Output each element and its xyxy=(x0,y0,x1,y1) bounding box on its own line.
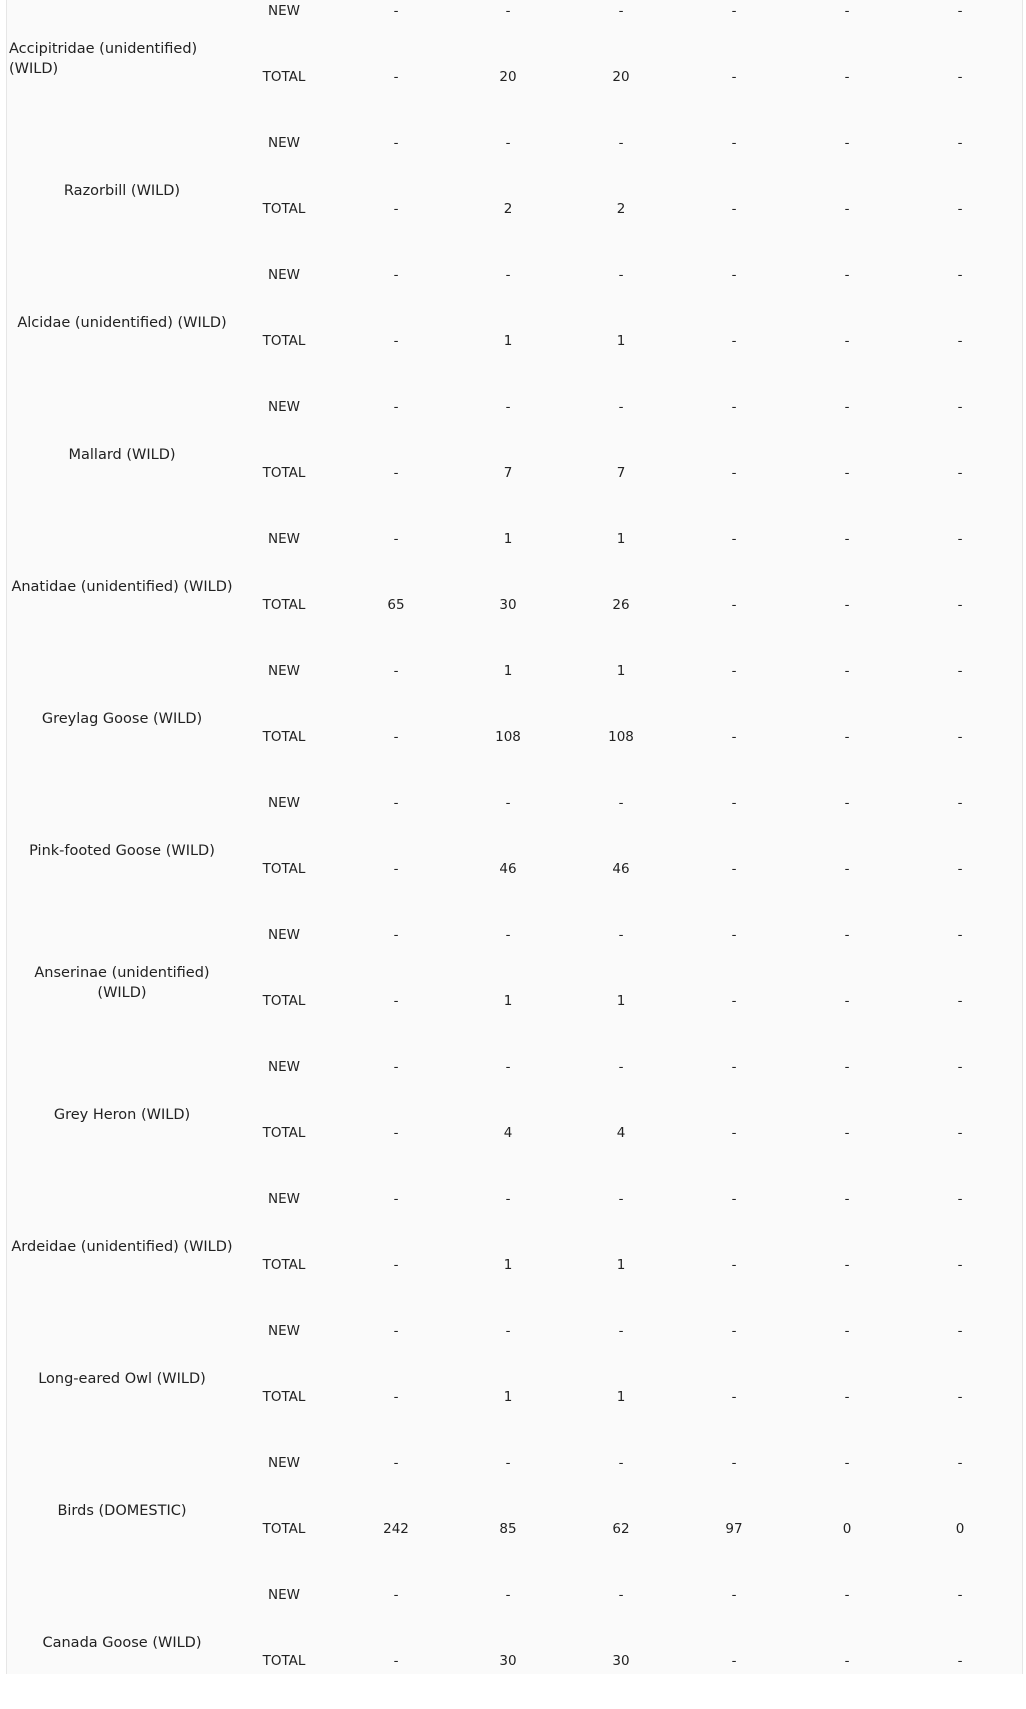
value-cell: - xyxy=(393,1191,399,1207)
table-row-total xyxy=(7,1121,1024,1145)
value-cell: - xyxy=(731,1389,737,1405)
row-type-label: TOTAL xyxy=(262,465,306,481)
value-cell: - xyxy=(505,1455,511,1471)
row-type-label: TOTAL xyxy=(262,69,306,85)
value-cell: - xyxy=(844,861,850,877)
value-cell: 30 xyxy=(612,1653,630,1669)
value-cell: 26 xyxy=(612,597,630,613)
row-type-label: NEW xyxy=(268,927,300,943)
row-type-label: NEW xyxy=(268,135,300,151)
value-cell: 4 xyxy=(616,1125,626,1141)
value-cell: - xyxy=(393,1653,399,1669)
value-cell: - xyxy=(505,795,511,811)
value-cell: - xyxy=(393,1455,399,1471)
species-group xyxy=(7,257,1024,389)
species-name-text: Birds (DOMESTIC) xyxy=(57,1503,187,1519)
table-row-total xyxy=(7,725,1024,749)
value-cell: - xyxy=(844,399,850,415)
table-row-total xyxy=(7,197,1024,221)
row-type-label: NEW xyxy=(268,795,300,811)
value-cell: 65 xyxy=(387,597,405,613)
value-cell: - xyxy=(731,993,737,1009)
value-cell: - xyxy=(844,465,850,481)
value-cell: - xyxy=(618,795,624,811)
value-cell: - xyxy=(505,1191,511,1207)
value-cell: - xyxy=(957,927,963,943)
value-cell: - xyxy=(618,3,624,19)
value-cell: 7 xyxy=(616,465,626,481)
value-cell: - xyxy=(731,135,737,151)
row-type-label: TOTAL xyxy=(262,1389,306,1405)
value-cell: - xyxy=(618,1323,624,1339)
value-cell: - xyxy=(393,861,399,877)
value-cell: - xyxy=(393,267,399,283)
value-cell: 20 xyxy=(499,69,517,85)
species-group xyxy=(7,389,1024,521)
value-cell: - xyxy=(618,267,624,283)
value-cell: - xyxy=(618,135,624,151)
species-name-text: Pink-footed Goose (WILD) xyxy=(29,843,215,859)
table-row-total xyxy=(7,989,1024,1013)
row-type-label: TOTAL xyxy=(262,729,306,745)
species-group xyxy=(7,917,1024,1049)
value-cell: 108 xyxy=(608,729,634,745)
value-cell: - xyxy=(957,267,963,283)
table-row-new xyxy=(7,527,1024,551)
value-cell: - xyxy=(957,399,963,415)
row-type-label: NEW xyxy=(268,399,300,415)
value-cell: 2 xyxy=(616,201,626,217)
species-group xyxy=(7,125,1024,257)
species-name-text: Accipitridae (unidentified) (WILD) xyxy=(9,41,198,77)
value-cell: - xyxy=(618,1059,624,1075)
value-cell: 1 xyxy=(503,993,513,1009)
species-group xyxy=(7,1181,1024,1313)
value-cell: 1 xyxy=(616,1389,626,1405)
value-cell: - xyxy=(731,1323,737,1339)
value-cell: - xyxy=(505,1587,511,1603)
table-row-new xyxy=(7,923,1024,947)
table-row-total xyxy=(7,461,1024,485)
value-cell: - xyxy=(844,531,850,547)
table-row-new xyxy=(7,131,1024,155)
table-row-total xyxy=(7,1253,1024,1277)
value-cell: - xyxy=(844,663,850,679)
value-cell: - xyxy=(393,663,399,679)
value-cell: - xyxy=(844,1257,850,1273)
value-cell: - xyxy=(957,597,963,613)
value-cell: 30 xyxy=(499,597,517,613)
value-cell: - xyxy=(731,1257,737,1273)
value-cell: - xyxy=(505,399,511,415)
value-cell: - xyxy=(393,3,399,19)
value-cell: - xyxy=(957,1653,963,1669)
value-cell: - xyxy=(731,927,737,943)
row-type-label: NEW xyxy=(268,267,300,283)
value-cell: - xyxy=(957,135,963,151)
row-type-label: TOTAL xyxy=(262,1521,306,1537)
value-cell: - xyxy=(957,663,963,679)
value-cell: - xyxy=(393,333,399,349)
value-cell: 0 xyxy=(842,1521,852,1537)
value-cell: - xyxy=(393,399,399,415)
value-cell: - xyxy=(844,597,850,613)
species-group xyxy=(7,521,1024,653)
value-cell: - xyxy=(957,1257,963,1273)
value-cell: 97 xyxy=(725,1521,743,1537)
value-cell: - xyxy=(731,1191,737,1207)
value-cell: - xyxy=(505,1059,511,1075)
value-cell: - xyxy=(731,729,737,745)
table-row-new xyxy=(7,1319,1024,1343)
value-cell: - xyxy=(844,1587,850,1603)
value-cell: 85 xyxy=(499,1521,517,1537)
value-cell: - xyxy=(731,861,737,877)
value-cell: - xyxy=(731,1125,737,1141)
species-name-text: Alcidae (unidentified) (WILD) xyxy=(17,315,227,331)
value-cell: - xyxy=(731,663,737,679)
value-cell: 1 xyxy=(616,993,626,1009)
value-cell: 30 xyxy=(499,1653,517,1669)
value-cell: 1 xyxy=(503,1257,513,1273)
value-cell: - xyxy=(505,135,511,151)
value-cell: - xyxy=(731,69,737,85)
value-cell: - xyxy=(844,3,850,19)
species-name-text: Greylag Goose (WILD) xyxy=(41,711,203,727)
table-row-total xyxy=(7,329,1024,353)
value-cell: - xyxy=(844,1653,850,1669)
value-cell: - xyxy=(957,1323,963,1339)
species-name-text: Anatidae (unidentified) (WILD) xyxy=(11,579,233,595)
table-row-new xyxy=(7,1187,1024,1211)
value-cell: 0 xyxy=(955,1521,965,1537)
value-cell: - xyxy=(393,465,399,481)
row-type-label: NEW xyxy=(268,1191,300,1207)
row-type-label: NEW xyxy=(268,1059,300,1075)
table-row-total xyxy=(7,65,1024,89)
value-cell: - xyxy=(731,465,737,481)
value-cell: 1 xyxy=(503,531,513,547)
value-cell: - xyxy=(393,531,399,547)
species-name-text: Mallard (WILD) xyxy=(68,447,176,463)
row-type-label: NEW xyxy=(268,1587,300,1603)
value-cell: - xyxy=(731,201,737,217)
value-cell: - xyxy=(957,1125,963,1141)
value-cell: - xyxy=(844,1389,850,1405)
species-name-text: Long-eared Owl (WILD) xyxy=(38,1371,206,1387)
value-cell: - xyxy=(844,69,850,85)
value-cell: - xyxy=(505,927,511,943)
value-cell: - xyxy=(731,597,737,613)
species-group xyxy=(7,0,1024,125)
value-cell: - xyxy=(844,1323,850,1339)
value-cell: - xyxy=(505,3,511,19)
species-name-text: Grey Heron (WILD) xyxy=(53,1107,191,1123)
value-cell: - xyxy=(844,1059,850,1075)
table-row-total xyxy=(7,593,1024,617)
table-row-total xyxy=(7,1517,1024,1541)
value-cell: - xyxy=(731,531,737,547)
value-cell: - xyxy=(393,993,399,1009)
row-type-label: NEW xyxy=(268,663,300,679)
species-group xyxy=(7,1049,1024,1181)
row-type-label: TOTAL xyxy=(262,861,306,877)
value-cell: 1 xyxy=(616,531,626,547)
table-row-new xyxy=(7,395,1024,419)
value-cell: - xyxy=(957,795,963,811)
value-cell: - xyxy=(393,135,399,151)
species-name-text: Razorbill (WILD) xyxy=(63,183,181,199)
value-cell: - xyxy=(957,333,963,349)
value-cell: - xyxy=(844,1455,850,1471)
value-cell: - xyxy=(957,1455,963,1471)
species-group xyxy=(7,1313,1024,1445)
row-type-label: TOTAL xyxy=(262,333,306,349)
value-cell: - xyxy=(393,1587,399,1603)
value-cell: - xyxy=(731,333,737,349)
value-cell: 1 xyxy=(616,663,626,679)
table-row-new xyxy=(7,0,1024,23)
value-cell: - xyxy=(731,795,737,811)
value-cell: - xyxy=(957,729,963,745)
table-row-new xyxy=(7,263,1024,287)
table-row-new xyxy=(7,791,1024,815)
species-name-text: Canada Goose (WILD) xyxy=(42,1635,202,1651)
value-cell: - xyxy=(844,729,850,745)
value-cell: - xyxy=(957,993,963,1009)
value-cell: - xyxy=(393,1257,399,1273)
value-cell: - xyxy=(844,333,850,349)
value-cell: - xyxy=(844,1125,850,1141)
value-cell: - xyxy=(731,3,737,19)
table-row-total xyxy=(7,857,1024,881)
value-cell: - xyxy=(731,1455,737,1471)
value-cell: - xyxy=(618,1455,624,1471)
value-cell: - xyxy=(957,201,963,217)
value-cell: - xyxy=(844,795,850,811)
row-type-label: TOTAL xyxy=(262,597,306,613)
row-type-label: TOTAL xyxy=(262,1653,306,1669)
value-cell: 1 xyxy=(503,333,513,349)
species-name-text: Ardeidae (unidentified) (WILD) xyxy=(11,1239,233,1255)
value-cell: - xyxy=(731,1587,737,1603)
value-cell: 108 xyxy=(495,729,521,745)
row-type-label: NEW xyxy=(268,531,300,547)
value-cell: - xyxy=(957,1587,963,1603)
row-type-label: TOTAL xyxy=(262,993,306,1009)
species-name-text: Anserinae (unidentified) (WILD) xyxy=(34,965,210,1001)
table-row-new xyxy=(7,1055,1024,1079)
row-type-label: TOTAL xyxy=(262,201,306,217)
value-cell: - xyxy=(957,861,963,877)
value-cell: - xyxy=(618,1587,624,1603)
value-cell: - xyxy=(844,927,850,943)
row-type-label: NEW xyxy=(268,1455,300,1471)
value-cell: - xyxy=(957,465,963,481)
value-cell: - xyxy=(393,729,399,745)
value-cell: - xyxy=(505,1323,511,1339)
value-cell: - xyxy=(731,1653,737,1669)
value-cell: - xyxy=(957,531,963,547)
value-cell: 7 xyxy=(503,465,513,481)
table-row-total xyxy=(7,1649,1024,1673)
value-cell: 1 xyxy=(616,1257,626,1273)
value-cell: - xyxy=(393,795,399,811)
value-cell: - xyxy=(731,267,737,283)
row-type-label: NEW xyxy=(268,3,300,19)
value-cell: - xyxy=(957,3,963,19)
row-type-label: TOTAL xyxy=(262,1125,306,1141)
outbreak-table xyxy=(6,0,1023,1674)
value-cell: - xyxy=(957,1059,963,1075)
value-cell: 20 xyxy=(612,69,630,85)
species-group xyxy=(7,1445,1024,1577)
value-cell: 46 xyxy=(612,861,630,877)
species-group xyxy=(7,1577,1024,1709)
table-row-new xyxy=(7,1451,1024,1475)
value-cell: 46 xyxy=(499,861,517,877)
value-cell: - xyxy=(393,1323,399,1339)
species-group xyxy=(7,653,1024,785)
value-cell: - xyxy=(957,69,963,85)
species-group xyxy=(7,785,1024,917)
value-cell: - xyxy=(844,993,850,1009)
value-cell: - xyxy=(393,1125,399,1141)
table-row-new xyxy=(7,659,1024,683)
value-cell: - xyxy=(393,69,399,85)
value-cell: - xyxy=(505,267,511,283)
value-cell: - xyxy=(731,399,737,415)
value-cell: - xyxy=(844,135,850,151)
row-type-label: NEW xyxy=(268,1323,300,1339)
value-cell: 2 xyxy=(503,201,513,217)
value-cell: - xyxy=(844,267,850,283)
value-cell: - xyxy=(844,1191,850,1207)
value-cell: 1 xyxy=(503,1389,513,1405)
table-row-new xyxy=(7,1583,1024,1607)
value-cell: - xyxy=(844,201,850,217)
value-cell: 1 xyxy=(503,663,513,679)
value-cell: - xyxy=(731,1059,737,1075)
value-cell: 62 xyxy=(612,1521,630,1537)
table-row-total xyxy=(7,1385,1024,1409)
value-cell: 4 xyxy=(503,1125,513,1141)
value-cell: - xyxy=(393,1389,399,1405)
value-cell: 1 xyxy=(616,333,626,349)
value-cell: - xyxy=(393,1059,399,1075)
value-cell: - xyxy=(618,1191,624,1207)
value-cell: - xyxy=(393,927,399,943)
value-cell: - xyxy=(957,1389,963,1405)
value-cell: - xyxy=(618,399,624,415)
value-cell: - xyxy=(393,201,399,217)
value-cell: - xyxy=(618,927,624,943)
row-type-label: TOTAL xyxy=(262,1257,306,1273)
value-cell: - xyxy=(957,1191,963,1207)
value-cell: 242 xyxy=(383,1521,409,1537)
